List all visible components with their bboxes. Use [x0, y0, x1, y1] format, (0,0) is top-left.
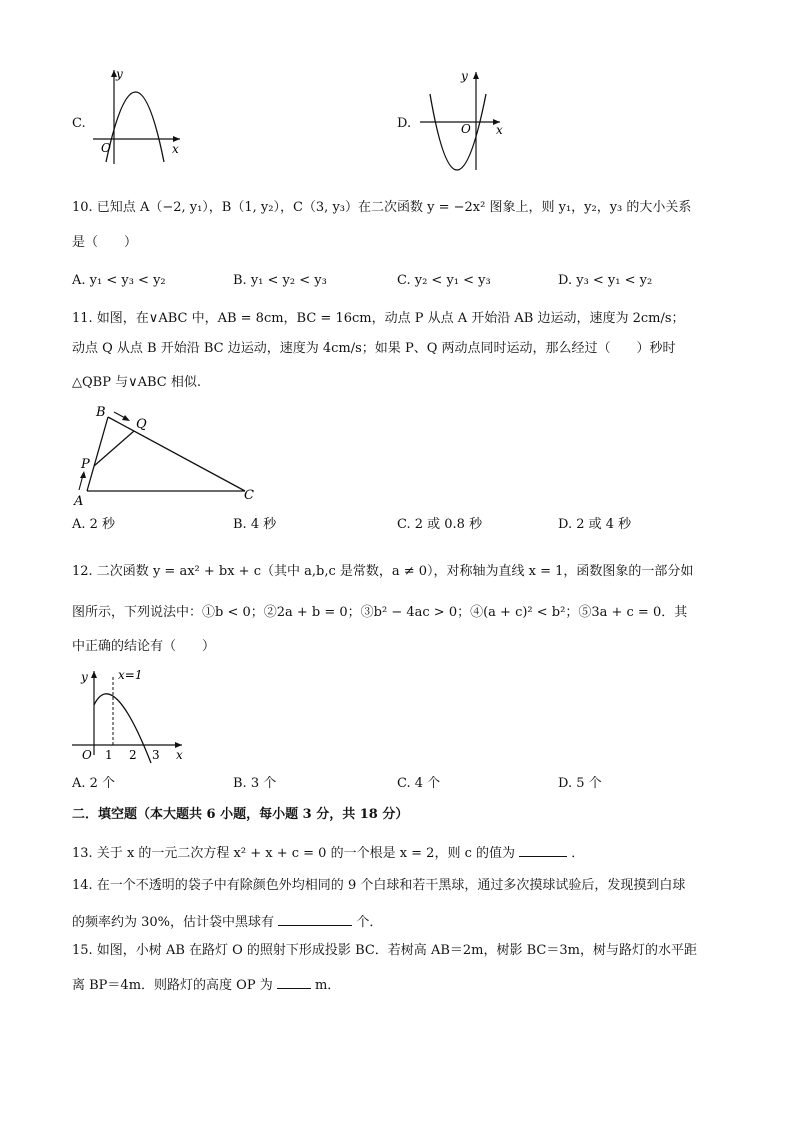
q15-line2: 离 BP＝4m．则路灯的高度 OP 为 — [72, 978, 273, 993]
parabola-12 — [94, 694, 151, 763]
arrow-ap-head — [80, 471, 86, 478]
q15-line2-wrap — [72, 974, 340, 995]
y-axis-label: y — [461, 69, 468, 83]
q12-option-a: A. 2 个 — [72, 776, 116, 791]
q13-answer-blank[interactable] — [519, 842, 567, 857]
q10-line2: 是（ ） — [72, 235, 138, 250]
q12-line2: 图所示，下列说法中：①b < 0；②2a + b = 0；③b² − 4ac > 0；④(a + c)² < b²；⑤3a + c = 0．其 — [72, 605, 688, 620]
q15-line1: 15. 如图，小树 AB 在路灯 O 的照射下形成投影 BC．若树高 AB＝2m，树影 BC＝3m，树与路灯的水平距 — [72, 943, 697, 958]
q14-line1: 14. 在一个不透明的袋子中有除颜色外均相同的 9 个白球和若干黑球，通过多次摸球试验后，发现摸到白球 — [72, 878, 686, 893]
q14-end: 个． — [356, 915, 383, 930]
y-axis-label: y — [81, 670, 88, 684]
label-q: Q — [136, 417, 147, 432]
q10-option-b: B. y₁ < y₂ < y₃ — [233, 273, 327, 288]
q15-end: m． — [314, 978, 341, 993]
tick-3: 3 — [152, 748, 160, 762]
q11-triangle-figure — [70, 402, 270, 510]
tick-1: 1 — [105, 748, 113, 762]
label-b: B — [96, 405, 106, 420]
origin-label: O — [101, 141, 111, 155]
q13-text — [72, 842, 584, 863]
q11-option-d: D. 2 或 4 秒 — [558, 517, 632, 532]
q11-option-a: A. 2 秒 — [72, 517, 116, 532]
q9-graph-c — [88, 64, 188, 170]
origin-label: O — [82, 748, 92, 762]
q12-graph — [72, 663, 192, 767]
x-axis-label: x — [496, 123, 503, 137]
q12-line1: 12. 二次函数 y = ax² + bx + c（其中 a,b,c 是常数，a ≠ 0），对称轴为直线 x = 1，函数图象的一部分如 — [72, 564, 694, 579]
q10-line1: 10. 已知点 A（−2, y₁），B（1, y₂），C（3, y₃）在二次函数 y = −2x² 图象上，则 y₁，y₂，y₃ 的大小关系 — [72, 200, 692, 215]
q11-option-c: C. 2 或 0.8 秒 — [397, 517, 483, 532]
q11-line1: 11. 如图，在∨ABC 中，AB = 8cm，BC = 16cm，动点 P 从点 A 开始沿 AB 边运动，速度为 2cm/s； — [72, 311, 685, 326]
q14-line2-wrap — [72, 911, 382, 932]
label-c: C — [244, 488, 254, 503]
y-axis-label: y — [116, 67, 123, 81]
q14-answer-blank[interactable] — [278, 911, 352, 926]
side-ab — [87, 417, 108, 491]
q11-line3: △QBP 与∨ABC 相似. — [72, 375, 201, 390]
tick-2: 2 — [129, 748, 137, 762]
q11-line2: 动点 Q 从点 B 开始沿 BC 边运动，速度为 4cm/s；如果 P、Q 两动点同时运动，那么经过（ ）秒时 — [72, 341, 676, 356]
label-a: A — [74, 494, 84, 509]
q13-question: 13. 关于 x 的一元二次方程 x² + x + c = 0 的一个根是 x = 2，则 c 的值为 — [72, 846, 516, 861]
q12-option-d: D. 5 个 — [558, 776, 602, 791]
q13-end: ． — [571, 846, 585, 861]
q12-line3: 中正确的结论有（ ） — [72, 639, 216, 654]
side-bc — [108, 417, 245, 491]
q11-option-b: B. 4 秒 — [233, 517, 277, 532]
parabola-c — [106, 92, 164, 162]
label-p: P — [81, 457, 90, 472]
x-axis-label: x — [172, 142, 179, 156]
section-heading: 二．填空题（本大题共 6 小题，每小题 3 分，共 18 分） — [72, 807, 409, 822]
origin-label: O — [461, 122, 471, 136]
q10-option-c: C. y₂ < y₁ < y₃ — [397, 273, 491, 288]
q10-option-a: A. y₁ < y₃ < y₂ — [72, 273, 166, 288]
q10-option-d: D. y₃ < y₁ < y₂ — [558, 273, 653, 288]
symmetry-label: x=1 — [118, 668, 143, 682]
q14-line2: 的频率约为 30%，估计袋中黑球有 — [72, 915, 275, 930]
y-axis-arrow — [91, 671, 97, 678]
x-axis-label: x — [176, 748, 183, 762]
q12-option-b: B. 3 个 — [233, 776, 277, 791]
parabola-d — [430, 94, 486, 170]
q9-graph-d — [418, 66, 518, 176]
option-c-label: C. — [72, 116, 86, 131]
arrow-bq-head — [122, 415, 130, 421]
option-d-label: D. — [397, 116, 412, 131]
q12-option-c: C. 4 个 — [397, 776, 441, 791]
q15-answer-blank[interactable] — [277, 974, 311, 989]
segment-pq — [94, 431, 134, 466]
y-axis-arrow — [473, 72, 479, 79]
